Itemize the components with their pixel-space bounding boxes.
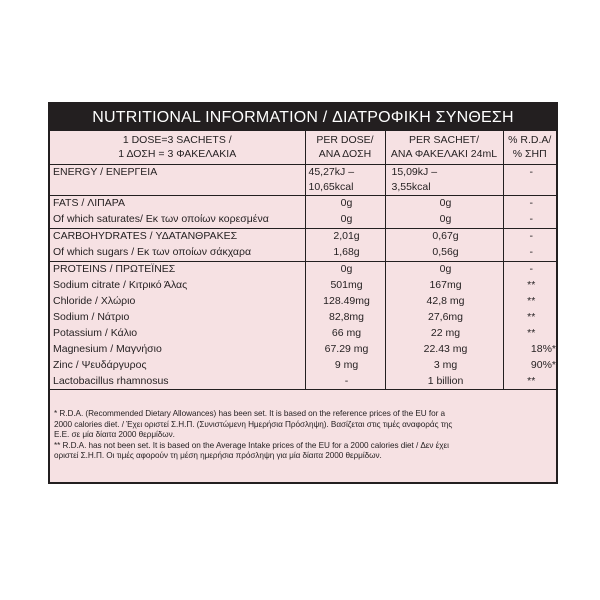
- row-dose: 0g: [305, 196, 385, 213]
- table-row-sodium-citrate: [50, 278, 556, 294]
- row-name: Lactobacillus rhamnosus: [50, 374, 305, 390]
- table-row-zinc: [50, 358, 556, 374]
- row-rda: -: [529, 213, 533, 225]
- row-rda: -: [529, 166, 533, 178]
- header-serving: 1 DOSE=3 SACHETS / 1 ΔΟΣΗ = 3 ΦΑΚΕΛΑΚΙΑ: [50, 131, 305, 165]
- footnote-line: οριστεί Σ.Η.Π. Οι τιμές αφορούν τη μέση ημερήσια πρόσληψη για μία δίαιτα 2000 θερμίδων.: [54, 451, 382, 461]
- row-rda: -: [503, 196, 556, 213]
- row-sachet: 42,8 mg: [385, 294, 503, 310]
- row-dose: 45,27kJ – 10,65kcal: [305, 165, 385, 196]
- nutrition-label: [48, 102, 558, 484]
- row-dose: 501mg: [305, 278, 385, 294]
- row-sachet: 27,6mg: [385, 310, 503, 326]
- row-sachet: 15,09kJ – 3,55kcal: [385, 165, 503, 196]
- row-rda: **: [527, 327, 536, 339]
- table-row-fats: [50, 196, 556, 213]
- footnote-line: * R.D.A. (Recommended Dietary Allowances) has been set. It is based on the reference prices of the EU for a: [54, 409, 446, 418]
- row-dose: 0g: [305, 212, 385, 229]
- row-dose: -: [305, 374, 385, 390]
- table-row-sugars: [50, 245, 556, 262]
- row-sachet: 22 mg: [385, 326, 503, 342]
- footnote-line: ** R.D.A. has not been set. It is based on the Average Intake prices of the EU for a 2000 calories diet / Δεν έχει: [54, 440, 449, 450]
- row-sachet: 1 billion: [385, 374, 503, 390]
- row-dose: 67.29 mg: [305, 342, 385, 358]
- table-row-proteins: [50, 262, 556, 279]
- row-name: FATS / ΛΙΠΑΡΑ: [50, 196, 305, 213]
- row-name: Of which saturates/ Εκ των οποίων κορεσμένα: [50, 212, 305, 229]
- row-sachet: 22.43 mg: [385, 342, 503, 358]
- row-rda: **: [527, 279, 536, 291]
- row-sachet: 0g: [385, 196, 503, 213]
- row-name: Chloride / Χλώριο: [50, 294, 305, 310]
- nutrition-table: [50, 131, 556, 390]
- nutrition-title: NUTRITIONAL INFORMATION / ΔΙΑΤΡΟΦΙΚΗ ΣΥΝΘΕΣΗ: [50, 104, 556, 131]
- row-dose: 2,01g: [305, 229, 385, 246]
- row-name: ENERGY / ΕΝΕΡΓΕΙΑ: [50, 165, 305, 196]
- row-sachet: 0,56g: [385, 245, 503, 262]
- row-dose: 66 mg: [305, 326, 385, 342]
- row-dose: 1,68g: [305, 245, 385, 262]
- row-name: Sodium citrate / Κιτρικό Άλας: [50, 278, 305, 294]
- table-header-row: [50, 131, 556, 165]
- row-sachet: 0,67g: [385, 229, 503, 246]
- row-dose: 0g: [305, 262, 385, 279]
- table-row-saturates: [50, 212, 556, 229]
- row-rda: 18%*: [530, 343, 556, 355]
- row-sachet: 3 mg: [385, 358, 503, 374]
- row-dose: 82,8mg: [305, 310, 385, 326]
- header-per-dose: PER DOSE/ ΑΝΑ ΔΟΣΗ: [305, 131, 385, 165]
- footnotes: [54, 409, 554, 462]
- row-rda: **: [527, 295, 536, 307]
- row-sachet: 0g: [385, 262, 503, 279]
- row-rda: 90%*: [530, 359, 556, 371]
- table-row-sodium: [50, 310, 556, 326]
- header-per-sachet: PER SACHET/ ΑΝΑ ΦΑΚΕΛΑΚΙ 24mL: [385, 131, 503, 165]
- table-row-carbohydrates: [50, 229, 556, 246]
- row-name: Sodium / Νάτριο: [50, 310, 305, 326]
- row-name: PROTEINS / ΠΡΩΤΕΪΝΕΣ: [50, 262, 305, 279]
- row-rda: -: [503, 262, 556, 279]
- row-sachet: 167mg: [385, 278, 503, 294]
- row-name: Magnesium / Μαγνήσιο: [50, 342, 305, 358]
- row-name: CARBOHYDRATES / ΥΔΑΤΑΝΘΡΑΚΕΣ: [50, 229, 305, 246]
- table-row-lactobacillus: [50, 374, 556, 390]
- row-dose: 9 mg: [305, 358, 385, 374]
- row-name: Zinc / Ψευδάργυρος: [50, 358, 305, 374]
- footnote-line: 2000 calories diet. / Έχει οριστεί Σ.Η.Π. (Συνιστώμενη Ημερήσια Πρόσληψη). Βασίζεται στις τιμές αναφοράς της: [54, 419, 453, 429]
- row-rda: **: [527, 311, 536, 323]
- header-rda: % R.D.A/ % ΣΗΠ: [503, 131, 556, 165]
- row-sachet: 0g: [385, 212, 503, 229]
- row-name: Potassium / Κάλιο: [50, 326, 305, 342]
- footnote-line: Ε.Ε. σε μία δίαιτα 2000 θερμίδων.: [54, 430, 175, 440]
- row-rda: -: [529, 246, 533, 258]
- row-rda: **: [503, 374, 556, 390]
- table-row-magnesium: [50, 342, 556, 358]
- table-row-chloride: [50, 294, 556, 310]
- row-name: Of which sugars / Εκ των οποίων σάκχαρα: [50, 245, 305, 262]
- table-row-potassium: [50, 326, 556, 342]
- row-rda: -: [503, 229, 556, 246]
- table-row-energy: [50, 165, 556, 196]
- row-dose: 128.49mg: [305, 294, 385, 310]
